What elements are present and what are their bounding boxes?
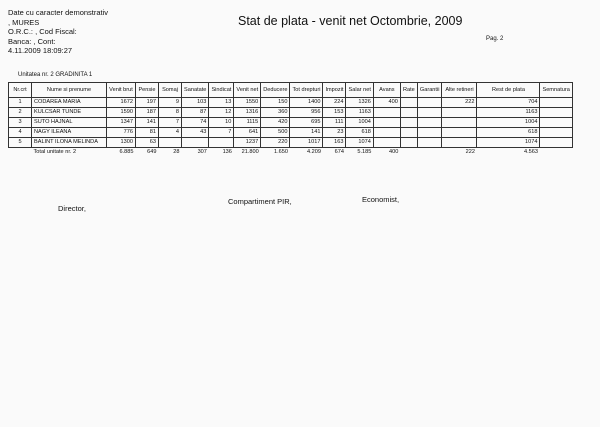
col-avans: Avans xyxy=(373,83,400,98)
col-garantii: Garantii xyxy=(417,83,442,98)
col-sindicat: Sindicat xyxy=(209,83,234,98)
unit-label: Unitatea nr. 2 GRADINITA 1 xyxy=(18,72,93,78)
economist-signature: Economist, xyxy=(362,195,400,204)
company-name: Date cu caracter demonstrativ xyxy=(8,8,109,17)
table-row: 1 CODAREA MARIA 1672 197 9 103 13 1550 150 1400 224 1326 400 222 704 xyxy=(9,98,573,108)
total-row: Total unitate nr. 2 6.885 649 28 307 136 21.800 1.650 4.209 674 5.185 400 222 4.563 xyxy=(33,149,538,155)
col-venit-net: Venit net xyxy=(234,83,261,98)
col-rest-de-plata: Rest de plata xyxy=(477,83,540,98)
orc-cod-fiscal: O.R.C.: , Cod Fiscal: xyxy=(8,27,77,36)
col-impozit: Impozit xyxy=(323,83,346,98)
table-header-row xyxy=(9,83,573,98)
col-semnatura: Semnatura xyxy=(540,83,572,98)
page-number: Pag. 2 xyxy=(486,36,504,42)
director-signature: Director, xyxy=(58,204,86,213)
page-title: Stat de plata - venit net Octombrie, 2009 xyxy=(238,14,463,28)
col-alte-retineri: Alte retineri xyxy=(442,83,477,98)
col-somaj: Somaj xyxy=(159,83,182,98)
col-name: Nume si prenume xyxy=(32,83,107,98)
col-tot-drepturi: Tot drepturi xyxy=(290,83,323,98)
header-info xyxy=(8,8,108,56)
col-venit-brut: Venit brut xyxy=(107,83,136,98)
col-nr-crt: Nr.crt xyxy=(9,83,32,98)
table-row: 4 NAGY ILEANA 776 81 4 43 7 641 500 141 23 618 618 xyxy=(9,128,573,138)
col-pensie: Pensie xyxy=(136,83,159,98)
table-row: 3 SUTO HAJNAL 1347 141 7 74 10 1115 420 695 111 1004 1004 xyxy=(9,118,573,128)
bank-account: Banca: , Cont: xyxy=(8,36,56,46)
table-row: 5 BALINT ILONA MELINDA 1300 63 1237 220 1017 163 1074 1074 xyxy=(9,138,573,148)
table-row: 2 KULCSAR TUNDE 1590 187 8 87 12 1316 360 956 153 1163 1163 xyxy=(9,108,573,118)
col-deducere: Deducere xyxy=(261,83,290,98)
col-sanatate: Sanatate xyxy=(182,83,209,98)
col-salar-net: Salar net xyxy=(346,83,373,98)
print-datetime: 4.11.2009 18:09:27 xyxy=(8,46,73,55)
col-rate: Rate xyxy=(400,83,417,98)
compartment-signature: Compartiment PIR, xyxy=(228,197,292,206)
company-city: , MURES xyxy=(8,17,40,27)
payroll-table xyxy=(8,82,573,157)
